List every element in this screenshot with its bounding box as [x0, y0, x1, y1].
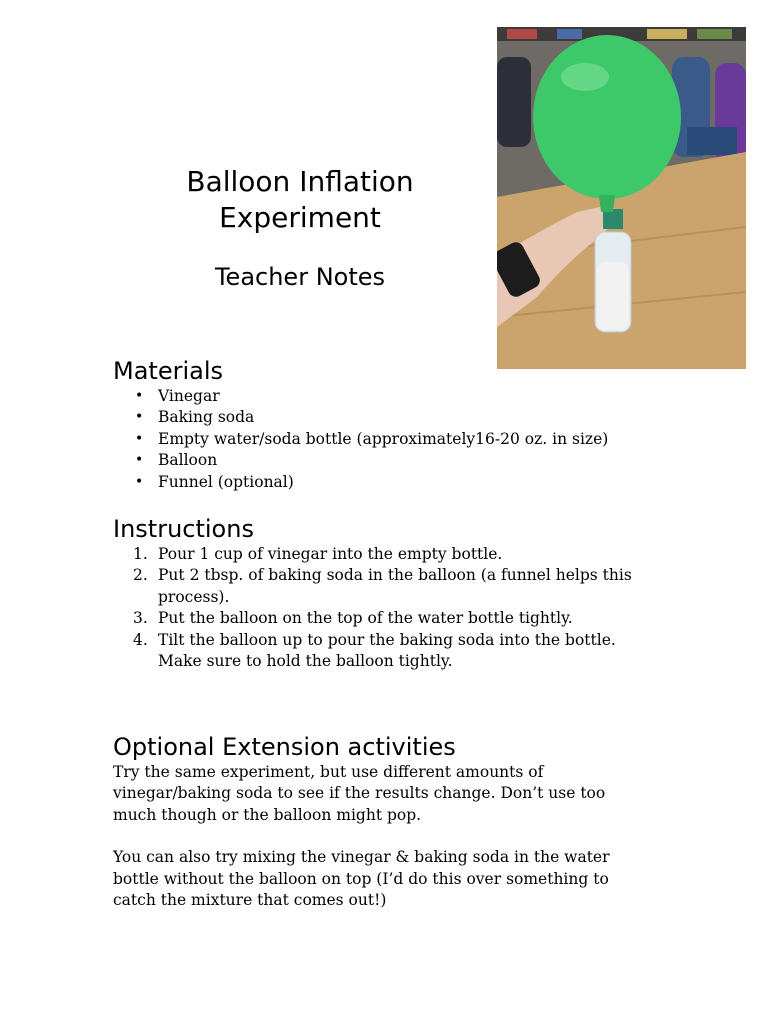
list-item: 3. Put the balloon on the top of the water bottle tightly. [133, 609, 573, 628]
list-item: • Empty water/soda bottle (approximately16-20 oz. in size) [113, 429, 673, 450]
bullet-icon: • [135, 430, 144, 447]
materials-section [113, 356, 673, 493]
bullet-icon: • [135, 388, 144, 404]
list-item: 2. Put 2 tbsp. of baking soda in the balloon (a funnel helps this process). [133, 566, 632, 606]
balloon [533, 35, 681, 199]
extension-heading: Optional Extension activities [113, 733, 456, 761]
photo-illustration [497, 27, 746, 369]
bullet-icon: • [135, 473, 144, 490]
extension-section [113, 732, 648, 911]
title-block [150, 164, 450, 292]
page-title [150, 164, 450, 236]
page-subtitle: Teacher Notes [214, 263, 386, 291]
extension-paragraph-1: Try the same experiment, but use different amounts of vinegar/baking soda to see if the results change. Don’t use too much though or the balloon might pop. [113, 763, 606, 824]
backpack-left [497, 57, 531, 147]
list-item: • Baking soda [113, 407, 673, 428]
materials-heading: Materials [113, 357, 224, 385]
list-item: • Funnel (optional) [113, 472, 673, 493]
list-item: 1. Pour 1 cup of vinegar into the empty bottle. [133, 545, 503, 563]
title-line-2: Experiment [219, 201, 381, 234]
balloon-bottle-photo [497, 27, 746, 369]
instructions-section [113, 514, 673, 672]
list-item: 4. Tilt the balloon up to pour the baking soda into the bottle. Make sure to hold the balloon tightly. [133, 630, 616, 671]
list-item: • Balloon [113, 450, 673, 471]
instructions-list [113, 544, 643, 672]
bullet-icon: • [135, 409, 144, 426]
list-item: • Vinegar [113, 386, 673, 407]
bullet-icon: • [135, 452, 144, 469]
title-line-1: Balloon Inflation [186, 165, 414, 198]
extension-paragraph-2: You can also try mixing the vinegar & baking soda in the water bottle without the balloon on top (I’d do this over something to catch the mixture that comes out!) [113, 848, 610, 910]
instructions-heading: Instructions [113, 515, 254, 543]
materials-list [113, 386, 673, 493]
bottle-liquid [597, 262, 629, 330]
